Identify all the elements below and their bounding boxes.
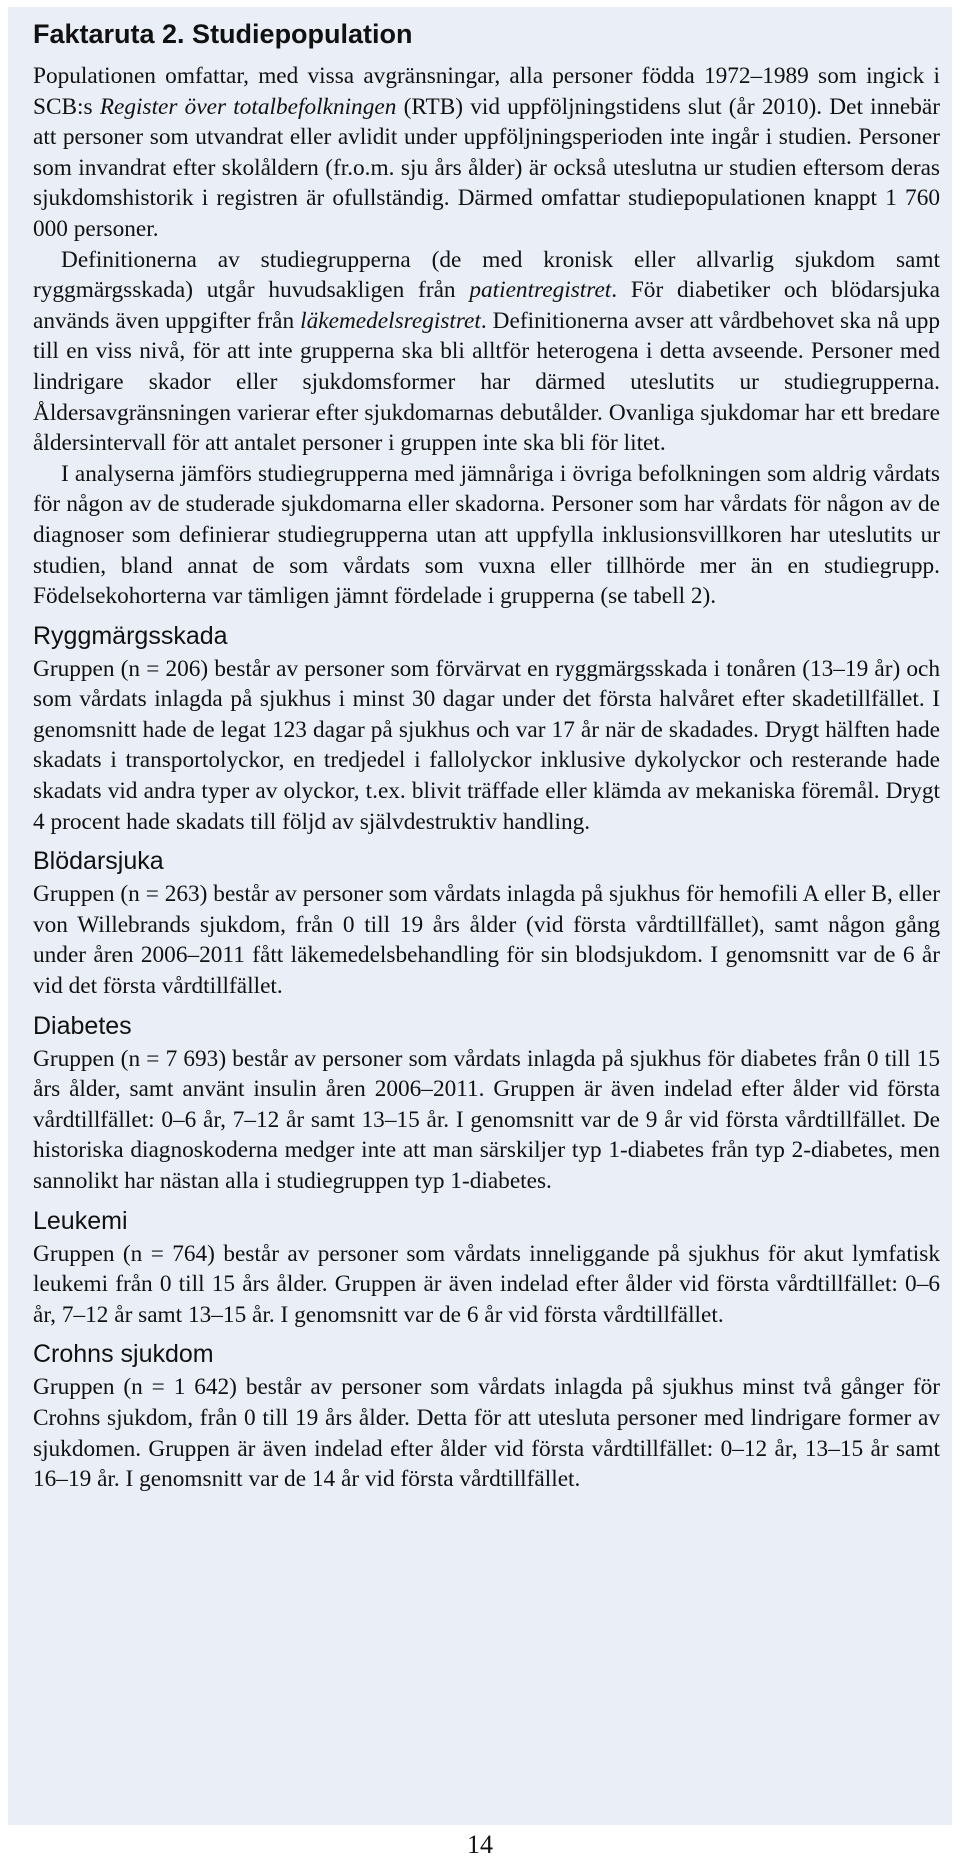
section-text-blodarsjuka: Gruppen (n = 263) består av personer som vårdats inlagda på sjukhus för hemofili A eller B, eller von Willebrands sjukdom, från 0 till 19 års ålder (vid första vårdtillfället), samt någon gång under åren 2006–2011 fått läkemedelsbehandling för sin blodsjukdom. I genomsnitt var de 6 år vid det första vårdtillfället.	[33, 881, 940, 1000]
section-heading-diabetes: Diabetes	[33, 1011, 132, 1040]
intro-p2-text-a: Definitionerna av studiegrupperna (de med kronisk eller allvarlig sjukdom samt ryggmärgsskada) utgår huvudsakligen från	[33, 246, 940, 304]
intro-p2-text-c: . För diabetiker och blödarsjuka används även uppgifter från	[33, 277, 940, 334]
page-number: 14	[467, 1830, 493, 1859]
section-heading-crohns: Crohns sjukdom	[33, 1340, 214, 1369]
section-text-crohns: Gruppen (n = 1 642) består av personer som vårdats inlagda på sjukhus minst två gånger för Crohns sjukdom, från 0 till 19 års ålder. Detta för att utesluta personer med lindrigare former av sjukdomen. Gruppen är även indelad efter ålder vid första vårdtillfället: 0–12 år, 13–15 år samt 16–19 år. I genomsnitt var de 14 år vid första vårdtillfället.	[33, 1374, 940, 1493]
intro-p1-text-a: Populationen omfattar, med vissa avgränsningar, alla personer födda 1972–1989 som ingick i SCB:s	[33, 63, 940, 120]
section-heading-blodarsjuka: Blödarsjuka	[33, 847, 164, 876]
intro-p1-text-c: (RTB) vid uppföljningstidens slut (år 2010). Det innebär att personer som utvandrat eller avlidit under uppföljningsperioden inte ingår i studien. Personer som invandrat efter skolåldern (fr.o.m. sju års ålder) är också uteslutna ur studien eftersom deras sjukdomshistorik i registren är ofullständig. Därmed omfattar studiepopulationen knappt 1 760 000 personer.	[33, 93, 941, 242]
intro-p2-text-e: . Definitionerna avser att vårdbehovet ska nå upp till en viss nivå, för att inte grupperna ska bli alltför heterogena i detta avseende. Personer med lindrigare skador eller sjukdomsformer har därmed uteslutits ur studiegrupperna. Åldersavgränsningen varierar efter sjukdomarnas debutålder. Ovanliga sjukdomar har ett bredare åldersintervall för att antalet personer i gruppen inte ska bli för litet.	[33, 307, 940, 457]
fact-box-title: Faktaruta 2. Studiepopulation	[33, 19, 413, 49]
section-heading-leukemi: Leukemi	[33, 1206, 128, 1235]
section-text-ryggmargsskada: Gruppen (n = 206) består av personer som förvärvat en ryggmärgsskada i tonåren (13–19 år) och som vårdats inlagda på sjukhus i minst 30 dagar under det första halvåret efter skadetillfället. I genomsnitt hade de legat 123 dagar på sjukhus och var 17 år när de skadades. Drygt hälften hade skadats i transportolyckor, en tredjedel i fallolyckor inklusive dykolyckor och resterande hade skadats vid andra typer av olyckor, t.ex. blivit träffade eller klämda av mekaniska föremål. Drygt 4 procent hade skadats till följd av självdestruktiv handling.	[33, 655, 940, 835]
section-heading-ryggmargsskada: Ryggmärgsskada	[33, 621, 228, 650]
intro-p2-patientregistret: patientregistret	[469, 277, 612, 304]
section-text-diabetes: Gruppen (n = 7 693) består av personer som vårdats inlagda på sjukhus för diabetes från 0 till 15 års ålder, samt använt insulin åren 2006–2011. Gruppen är även indelad efter ålder vid första vårdtillfället: 0–6 år, 7–12 år samt 13–15 år. I genomsnitt var de 9 år vid första vårdtillfället. De historiska diagnoskoderna medger inte att man särskiljer typ 1-diabetes från typ 2-diabetes, men sannolikt har nästan alla i studiegruppen typ 1-diabetes.	[33, 1045, 940, 1194]
section-text-leukemi: Gruppen (n = 764) består av personer som vårdats inneliggande på sjukhus för akut lymfatisk leukemi från 0 till 15 års ålder. Gruppen är även indelad efter ålder vid första vårdtillfället: 0–6 år, 7–12 år samt 13–15 år. I genomsnitt var de 6 år vid första vårdtillfället.	[33, 1240, 940, 1328]
intro-p2-lakemedelsregistret: läkemedelsregistret	[300, 307, 481, 334]
intro-paragraph-3: I analyserna jämförs studiegrupperna med jämnåriga i övriga befolkningen som aldrig vårdats för någon av de studerade sjukdomarna eller skadorna. Personer som har vårdats för någon av de diagnoser som definierar studiegrupperna utan att uppfylla inklusionsvillkoren har uteslutits ur studien, bland annat de som vårdats som vuxna eller tillhörde mer än en studiegrupp. Födelsekohorterna var tämligen jämnt fördelade i grupperna (se tabell 2).	[33, 460, 940, 610]
intro-paragraph-1	[33, 61, 940, 245]
intro-paragraph-2	[33, 245, 940, 459]
intro-p1-register-name: Register över totalbefolkningen	[99, 93, 397, 120]
fact-box	[8, 7, 952, 1825]
